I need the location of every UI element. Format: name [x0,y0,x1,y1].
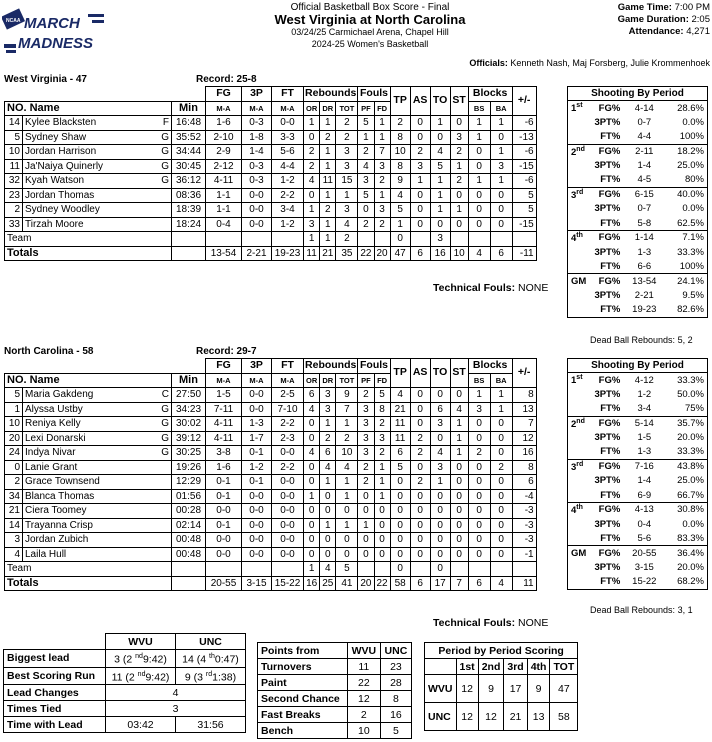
team-row: Team 1 4 5 0 0 [5,562,537,577]
misc-row: Lead Changes 4 [4,685,246,701]
sbp-row: 3PT% 1-4 25.0% [594,475,704,487]
col-fg: FG [206,87,242,102]
season: 2024-25 Women's Basketball [311,39,429,49]
sbp-row: FT% 5-6 83.3% [600,532,704,544]
player-row: 34 Blanca Thomas 01:56 0-1 0-0 0-0 1 0 1 0 1 0 0 0 0 0 0 -4 [5,489,537,504]
logo-text-1: MARCH [24,15,80,32]
col-3p: 3P [242,359,272,374]
team-row: Team 1 1 2 0 3 [5,232,537,247]
sbp-row: FT% 6-9 66.7% [600,489,704,501]
player-row: 14 Kylee Blacksten F 16:48 1-6 0-3 0-0 1 1 2 5 1 2 0 1 0 1 1 -6 [5,116,537,131]
col-to: TO [430,359,450,388]
col-rebounds: Rebounds [305,359,357,371]
sbp-row: FT% 4-5 80% [600,174,704,186]
officials: Officials: Kenneth Nash, Maj Forsberg, Julie Krommenhoek [469,58,710,68]
col-to: TO [430,87,450,116]
col-as: AS [410,359,430,388]
col-3p: 3P [242,87,272,102]
points-row: Bench 10 5 [258,723,412,739]
misc-row: Time with Lead 03:42 31:56 [4,717,246,733]
sbp-row: FT% 6-6 100% [600,260,704,272]
col-rebounds: Rebounds [305,87,357,99]
col-blocks: Blocks [468,359,512,374]
unc-dead-ball-rebounds: Dead Ball Rebounds: 3, 1 [590,605,693,615]
player-row: 10 Reniya Kelly G 30:02 4-11 1-3 2-2 0 1 1 3 2 11 0 3 1 0 0 7 [5,417,537,432]
unc-box-score-table: FG 3P FT Rebounds Fouls TP AS TO ST Blocks +/- NO. Name Min M-A M-A M-A OR DR TOT PF FD BS BA 5 Maria Gakdeng C 27:50 1-5 0-0 2-5 6 3 9 2 5 4 0 0 0 1 1 8 1 Alyssa Ustby G 34:23 7-11 0-0 7-10 4 3 7 3 8 21 0 6 4 3 1 13 10 Reniya Kelly G 30:02 4-11 1-3 2-2 0 1 1 3 2 11 0 3 1 0 0 7 20 Lexi Donarski G 39:12 4-11 1-7 2-3 0 2 2 3 3 11 2 0 1 0 0 12 24 Indya Nivar G 30:25 3-8 0-1 0-0 4 6 10 3 2 6 2 4 1 2 0 16 0 Lanie Grant 19:26 1-6 1-2 2-2 0 4 4 2 1 5 0 3 0 0 2 8 2 Grace Townsend 12:29 0-1 0-1 0-0 0 1 1 2 1 0 2 1 0 0 0 6 34 Blanca Thomas 01:56 0-1 0-0 0-0 1 0 1 0 1 0 0 0 0 0 0 -4 21 Ciera Toomey 00:28 0-0 0-0 0-0 0 0 0 0 0 0 0 0 0 0 0 -3 14 Trayanna Crisp 02:14 0-1 0-0 0-0 0 1 1 1 0 0 0 0 0 0 0 -3 3 Jordan Zubich 00:48 0-0 0-0 0-0 0 0 0 0 0 0 0 0 0 0 0 -3 4 Laila Hull 00:48 0-0 0-0 0-0 0 0 0 0 0 0 0 0 0 0 0 -1 Team 1 4 5 0 0 Totals 20-55 3-15 15-22 16 25 41 20 22 58 6 17 7 6 4 11 [4,358,537,591]
col-tp: TP [390,87,410,116]
player-row: 5 Sydney Shaw G 35:52 2-10 1-8 3-3 0 2 2 1 1 8 0 0 3 1 0 -13 [5,130,537,145]
player-row: 14 Trayanna Crisp 02:14 0-1 0-0 0-0 0 1 1 1 0 0 0 0 0 0 0 -3 [5,518,537,533]
unc-shooting-by-period [567,358,708,590]
sbp-row: 3PT% 3-15 20.0% [594,561,704,573]
player-row: 10 Jordan Harrison G 34:44 2-9 1-4 5-6 2 1 3 2 7 10 2 4 2 0 1 -6 [5,145,537,160]
col-st: ST [450,359,468,388]
player-row: 2 Sydney Woodley 18:39 1-1 0-0 3-4 1 2 3 0 3 5 0 1 1 0 0 5 [5,203,537,218]
player-row: 0 Lanie Grant 19:26 1-6 1-2 2-2 0 4 4 2 1 5 0 3 0 0 2 8 [5,460,537,475]
player-row: 23 Jordan Thomas 08:36 1-1 0-0 2-2 0 1 1 5 1 4 0 1 0 0 0 5 [5,188,537,203]
sbp-row: FT% 5-8 62.5% [600,217,704,229]
col-as: AS [410,87,430,116]
totals-row: Totals 20-55 3-15 15-22 16 25 41 20 22 58 6 17 7 6 4 11 [5,576,537,591]
sbp-row: GM FG% 20-55 36.4% [568,546,707,560]
totals-row: Totals 13-54 2-21 19-23 11 21 35 22 20 47 6 16 10 4 6 -11 [5,246,537,261]
player-row: 24 Indya Nivar G 30:25 3-8 0-1 0-0 4 6 10 3 2 6 2 4 1 2 0 16 [5,446,537,461]
sbp-row: 3PT% 0-4 0.0% [594,518,704,530]
sbp-row: 3PT% 1-5 20.0% [594,432,704,444]
wvu-box-score-table: FG 3P FT Rebounds Fouls TP AS TO ST Blocks +/- NO. Name Min M-A M-A M-A OR DR TOT PF FD BS BA 14 Kylee Blacksten F 16:48 1-6 0-3 0-0 1 1 2 5 1 2 0 1 0 1 1 -6 5 Sydney Shaw G 35:52 2-10 1-8 3-3 0 2 2 1 1 8 0 0 3 1 0 -13 10 Jordan Harrison G 34:44 2-9 1-4 5-6 2 1 3 2 7 10 2 4 2 0 1 -6 11 Ja'Naiya Quinerly G 30:45 2-12 0-3 4-4 2 1 3 4 3 8 3 5 1 0 3 -15 32 Kyah Watson G 36:12 4-11 0-3 1-2 4 11 15 3 2 9 1 1 2 1 1 -6 23 Jordan Thomas 08:36 1-1 0-0 2-2 0 1 1 5 1 4 0 1 0 0 0 5 2 Sydney Woodley 18:39 1-1 0-0 3-4 1 2 3 0 3 5 0 1 1 0 0 5 33 Tirzah Moore 18:24 0-4 0-0 1-2 3 1 4 2 2 1 0 0 0 0 0 -15 Team 1 1 2 0 3 Totals 13-54 2-21 19-23 11 21 35 22 20 47 6 16 10 4 6 -11 [4,86,537,261]
wvu-team-header: West Virginia - 47 [4,74,87,85]
col-plus-minus: +/- [512,359,536,388]
misc-row: Best Scoring Run 11 (2 $^{nd}$9:42) 9 (3 $^{rd}$1:38) [4,667,246,685]
col-fouls: Fouls [358,87,390,102]
march-madness-logo [2,6,110,58]
col-st: ST [450,87,468,116]
points-row: Second Chance 12 8 [258,691,412,707]
sbp-row: 3rd FG% 7-16 43.8% [568,459,707,473]
player-row: 2 Grace Townsend 12:29 0-1 0-1 0-0 0 1 1 2 1 0 2 1 0 0 0 6 [5,475,537,490]
sbp-row: FT% 19-23 82.6% [600,304,704,316]
sbp-title: Shooting By Period [568,87,707,101]
logo-text-2: MADNESS [18,35,94,52]
sbp-row: 3PT% 1-2 50.0% [594,389,704,401]
wvu-dead-ball-rebounds: Dead Ball Rebounds: 5, 2 [590,335,693,345]
logo-badge: NCAA [6,18,21,24]
sbp-row: 3PT% 0-7 0.0% [594,203,704,215]
player-row: 20 Lexi Donarski G 39:12 4-11 1-7 2-3 0 2 2 3 3 11 2 0 1 0 0 12 [5,431,537,446]
game-time: 7:00 PM [674,2,710,13]
col-plus-minus: +/- [512,87,536,116]
game-misc-table: WVU UNC Biggest lead 3 (2 $^{nd}$9:42) 14 (4 $^{th}$0:47) Best Scoring Run 11 (2 $^{nd}$9:42) 9 (3 $^{rd}$1:38) Lead Changes 4 Times Tied 3 Time with Lead 03:42 31:56 [3,633,246,733]
sbp-row: 1st FG% 4-12 33.3% [571,374,704,387]
points-row: Fast Breaks 2 16 [258,707,412,723]
points-from-table: Points from WVU UNC Turnovers 11 23 Paint 22 28 Second Chance 12 8 Fast Breaks 2 16 Bench 10 5 [257,642,412,739]
sbp-row: FT% 4-4 100% [600,131,704,143]
sbp-row: 3PT% 2-21 9.5% [594,289,704,301]
doc-title: Official Basketball Box Score - Final [290,2,450,13]
sbp-row: FT% 3-4 75% [600,403,704,415]
player-row: 5 Maria Gakdeng C 27:50 1-5 0-0 2-5 6 3 9 2 5 4 0 0 0 1 1 8 [5,388,537,403]
sbp-row: FT% 15-22 68.2% [600,576,704,588]
matchup: West Virginia at North Carolina [274,12,466,27]
sbp-row: 4th FG% 4-13 30.8% [568,503,707,517]
col-ft: FT [272,359,304,374]
player-row: 33 Tirzah Moore 18:24 0-4 0-0 1-2 3 1 4 2 2 1 0 0 0 0 0 -15 [5,217,537,232]
unc-technical-fouls: Technical Fouls: NONE [433,617,549,629]
col-tp: TP [390,359,410,388]
points-row: Paint 22 28 [258,675,412,691]
player-row: 32 Kyah Watson G 36:12 4-11 0-3 1-2 4 11 15 3 2 9 1 1 2 1 1 -6 [5,174,537,189]
player-row: 1 Alyssa Ustby G 34:23 7-11 0-0 7-10 4 3 7 3 8 21 0 6 4 3 1 13 [5,402,537,417]
wvu-shooting-by-period [567,86,708,318]
attendance: 4,271 [686,26,710,37]
col-blocks: Blocks [468,87,512,102]
col-ft: FT [272,87,304,102]
venue: 03/24/25 Carmichael Arena, Chapel Hill [291,27,449,37]
sbp-row: FT% 1-3 33.3% [600,446,704,458]
sbp-row: 3PT% 0-7 0.0% [594,117,704,129]
player-row: 21 Ciera Toomey 00:28 0-0 0-0 0-0 0 0 0 0 0 0 0 0 0 0 0 -3 [5,504,537,519]
sbp-row: 1st FG% 4-14 28.6% [571,102,704,115]
game-info: Game Time: 7:00 PM Game Duration: 2:05 Attendance: 4,271 [617,2,710,37]
player-row: 3 Jordan Zubich 00:48 0-0 0-0 0-0 0 0 0 0 0 0 0 0 0 0 0 -3 [5,533,537,548]
col-fouls: Fouls [358,359,390,374]
misc-row: Biggest lead 3 (2 $^{nd}$9:42) 14 (4 $^{th}$0:47) [4,650,246,668]
sbp-row: 3PT% 1-4 25.0% [594,160,704,172]
unc-record: Record: 29-7 [196,346,257,357]
period-row: UNC 12 12 21 13 58 [425,703,578,731]
player-row: 11 Ja'Naiya Quinerly G 30:45 2-12 0-3 4-4 2 1 3 4 3 8 3 5 1 0 3 -15 [5,159,537,174]
game-duration: 2:05 [691,14,710,25]
sbp-row: 2nd FG% 2-11 18.2% [568,144,707,158]
sbp-row: GM FG% 13-54 24.1% [568,274,707,288]
wvu-technical-fouls: Technical Fouls: NONE [433,282,549,294]
points-row: Turnovers 11 23 [258,659,412,675]
misc-row: Times Tied 3 [4,701,246,717]
sbp-row: 4th FG% 1-14 7.1% [568,231,707,245]
wvu-record: Record: 25-8 [196,74,257,85]
game-header [230,2,510,50]
sbp-row: 3PT% 1-3 33.3% [594,246,704,258]
period-row: WVU 12 9 17 9 47 [425,675,578,703]
sbp-title: Shooting By Period [568,359,707,373]
period-scoring-table: Period by Period Scoring 1st 2nd 3rd 4th TOT WVU 12 9 17 9 47 UNC 12 12 21 13 58 [424,642,578,731]
sbp-row: 2nd FG% 5-14 35.7% [568,416,707,430]
sbp-row: 3rd FG% 6-15 40.0% [568,187,707,201]
unc-team-header: North Carolina - 58 [4,346,94,357]
player-row: 4 Laila Hull 00:48 0-0 0-0 0-0 0 0 0 0 0 0 0 0 0 0 0 -1 [5,547,537,562]
col-fg: FG [206,359,242,374]
